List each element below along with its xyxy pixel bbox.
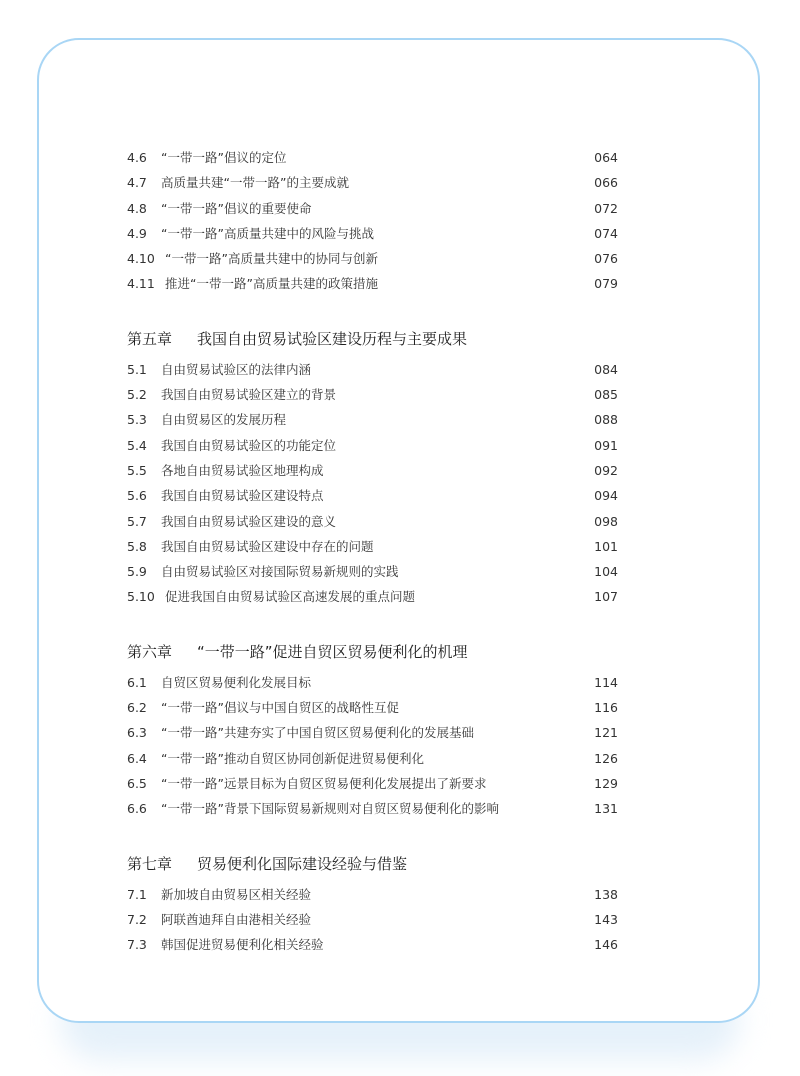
entry-number: 7.2 <box>127 911 147 927</box>
entry-page: 076 <box>594 251 618 267</box>
chapter-heading <box>127 849 618 879</box>
entry-title: “一带一路”共建夯实了中国自贸区贸易便利化的发展基础 <box>161 725 474 741</box>
entry-title: 高质量共建“一带一路”的主要成就 <box>161 175 349 191</box>
entry-page: 064 <box>594 150 618 165</box>
toc-entry[interactable] <box>127 746 618 771</box>
entry-title: “一带一路”倡议的定位 <box>161 150 287 165</box>
entry-number: 6.1 <box>127 674 147 690</box>
entry-page: 088 <box>594 412 618 428</box>
entry-number: 6.4 <box>127 750 147 766</box>
entry-title: “一带一路”背景下国际贸易新规则对自贸区贸易便利化的影响 <box>161 801 499 817</box>
entry-number: 4.8 <box>127 200 147 216</box>
entry-title: 韩国促进贸易便利化相关经验 <box>161 937 324 953</box>
toc-entry[interactable] <box>127 483 618 508</box>
chapter-number: 第五章 <box>127 329 173 348</box>
entry-title: 自贸区贸易便利化发展目标 <box>161 674 312 690</box>
toc-entry[interactable] <box>127 695 618 720</box>
entry-title: 自由贸易试验区的法律内涵 <box>161 361 312 377</box>
entry-page: 126 <box>594 750 618 766</box>
chapter-heading <box>127 637 618 667</box>
entry-title: “一带一路”推动自贸区协同创新促进贸易便利化 <box>161 750 424 766</box>
toc-entry[interactable] <box>127 882 618 907</box>
toc-entry[interactable] <box>127 145 618 170</box>
toc-entry[interactable] <box>127 509 618 534</box>
entry-number: 5.5 <box>127 462 147 478</box>
entry-number: 4.6 <box>127 150 147 165</box>
toc-entry[interactable] <box>127 771 618 796</box>
entry-page: 116 <box>594 700 618 716</box>
chapter-title: “一带一路”促进自贸区贸易便利化的机理 <box>197 642 468 661</box>
entry-title: 各地自由贸易试验区地理构成 <box>161 462 324 478</box>
toc-entry[interactable] <box>127 670 618 695</box>
entry-page: 091 <box>594 437 618 453</box>
chapter-number: 第七章 <box>127 854 173 873</box>
entry-number: 5.10 <box>127 589 155 605</box>
entry-page: 143 <box>594 911 618 927</box>
toc-entry[interactable] <box>127 559 618 584</box>
entry-page: 085 <box>594 387 618 403</box>
entry-number: 4.7 <box>127 175 147 191</box>
entry-number: 4.9 <box>127 225 147 241</box>
entry-page: 074 <box>594 225 618 241</box>
chapter-heading <box>127 324 618 354</box>
entry-title: 我国自由贸易试验区建设的意义 <box>161 513 337 529</box>
entry-title: 新加坡自由贸易区相关经验 <box>161 886 312 902</box>
entry-number: 4.10 <box>127 251 155 267</box>
toc-entry[interactable] <box>127 433 618 458</box>
toc-entry[interactable] <box>127 407 618 432</box>
entry-number: 5.6 <box>127 488 147 504</box>
entry-title: 我国自由贸易试验区的功能定位 <box>161 437 337 453</box>
entry-number: 5.4 <box>127 437 147 453</box>
entry-title: “一带一路”倡议的重要使命 <box>161 200 312 216</box>
entry-number: 7.3 <box>127 937 147 953</box>
toc-entry[interactable] <box>127 907 618 932</box>
entry-page: 121 <box>594 725 618 741</box>
toc-entry[interactable] <box>127 720 618 745</box>
toc-entry[interactable] <box>127 584 618 609</box>
chapter-title: 我国自由贸易试验区建设历程与主要成果 <box>197 329 468 348</box>
entry-page: 104 <box>594 564 618 580</box>
table-of-contents <box>127 145 618 957</box>
entry-title: “一带一路”远景目标为自贸区贸易便利化发展提出了新要求 <box>161 775 487 791</box>
entry-number: 5.9 <box>127 564 147 580</box>
entry-page: 138 <box>594 886 618 902</box>
entry-title: 自由贸易区的发展历程 <box>161 412 287 428</box>
entry-title: “一带一路”高质量共建中的风险与挑战 <box>161 225 374 241</box>
entry-page: 079 <box>594 276 618 292</box>
entry-number: 5.7 <box>127 513 147 529</box>
entry-page: 066 <box>594 175 618 191</box>
entry-page: 131 <box>594 801 618 817</box>
entry-page: 146 <box>594 937 618 953</box>
entry-number: 6.6 <box>127 801 147 817</box>
entry-number: 5.2 <box>127 387 147 403</box>
toc-entry[interactable] <box>127 196 618 221</box>
entry-title: 我国自由贸易试验区建设中存在的问题 <box>161 538 374 554</box>
entry-title: 推进“一带一路”高质量共建的政策措施 <box>165 276 378 292</box>
toc-entry[interactable] <box>127 271 618 296</box>
entry-title: 促进我国自由贸易试验区高速发展的重点问题 <box>165 589 416 605</box>
entry-number: 7.1 <box>127 886 147 902</box>
entry-page: 129 <box>594 775 618 791</box>
entry-title: 阿联酋迪拜自由港相关经验 <box>161 911 312 927</box>
chapter-number: 第六章 <box>127 642 173 661</box>
entry-page: 101 <box>594 538 618 554</box>
entry-page: 094 <box>594 488 618 504</box>
entry-number: 6.5 <box>127 775 147 791</box>
entry-page: 072 <box>594 200 618 216</box>
toc-entry[interactable] <box>127 382 618 407</box>
chapter-title: 贸易便利化国际建设经验与借鉴 <box>197 854 408 873</box>
entry-number: 6.2 <box>127 700 147 716</box>
entry-title: 我国自由贸易试验区建设特点 <box>161 488 324 504</box>
toc-entry[interactable] <box>127 170 618 195</box>
toc-entry[interactable] <box>127 246 618 271</box>
entry-page: 092 <box>594 462 618 478</box>
entry-page: 107 <box>594 589 618 605</box>
entry-title: “一带一路”高质量共建中的协同与创新 <box>165 251 378 267</box>
entry-title: 我国自由贸易试验区建立的背景 <box>161 387 337 403</box>
entry-page: 084 <box>594 361 618 377</box>
entry-number: 6.3 <box>127 725 147 741</box>
entry-page: 098 <box>594 513 618 529</box>
toc-entry[interactable] <box>127 796 618 821</box>
toc-entry[interactable] <box>127 458 618 483</box>
entry-number: 5.8 <box>127 538 147 554</box>
entry-title: 自由贸易试验区对接国际贸易新规则的实践 <box>161 564 399 580</box>
entry-number: 5.3 <box>127 412 147 428</box>
entry-number: 5.1 <box>127 361 147 377</box>
toc-entry[interactable] <box>127 534 618 559</box>
toc-entry[interactable] <box>127 357 618 382</box>
entry-title: “一带一路”倡议与中国自贸区的战略性互促 <box>161 700 399 716</box>
toc-entry[interactable] <box>127 221 618 246</box>
entry-page: 114 <box>594 674 618 690</box>
toc-entry[interactable] <box>127 932 618 957</box>
entry-number: 4.11 <box>127 276 155 292</box>
